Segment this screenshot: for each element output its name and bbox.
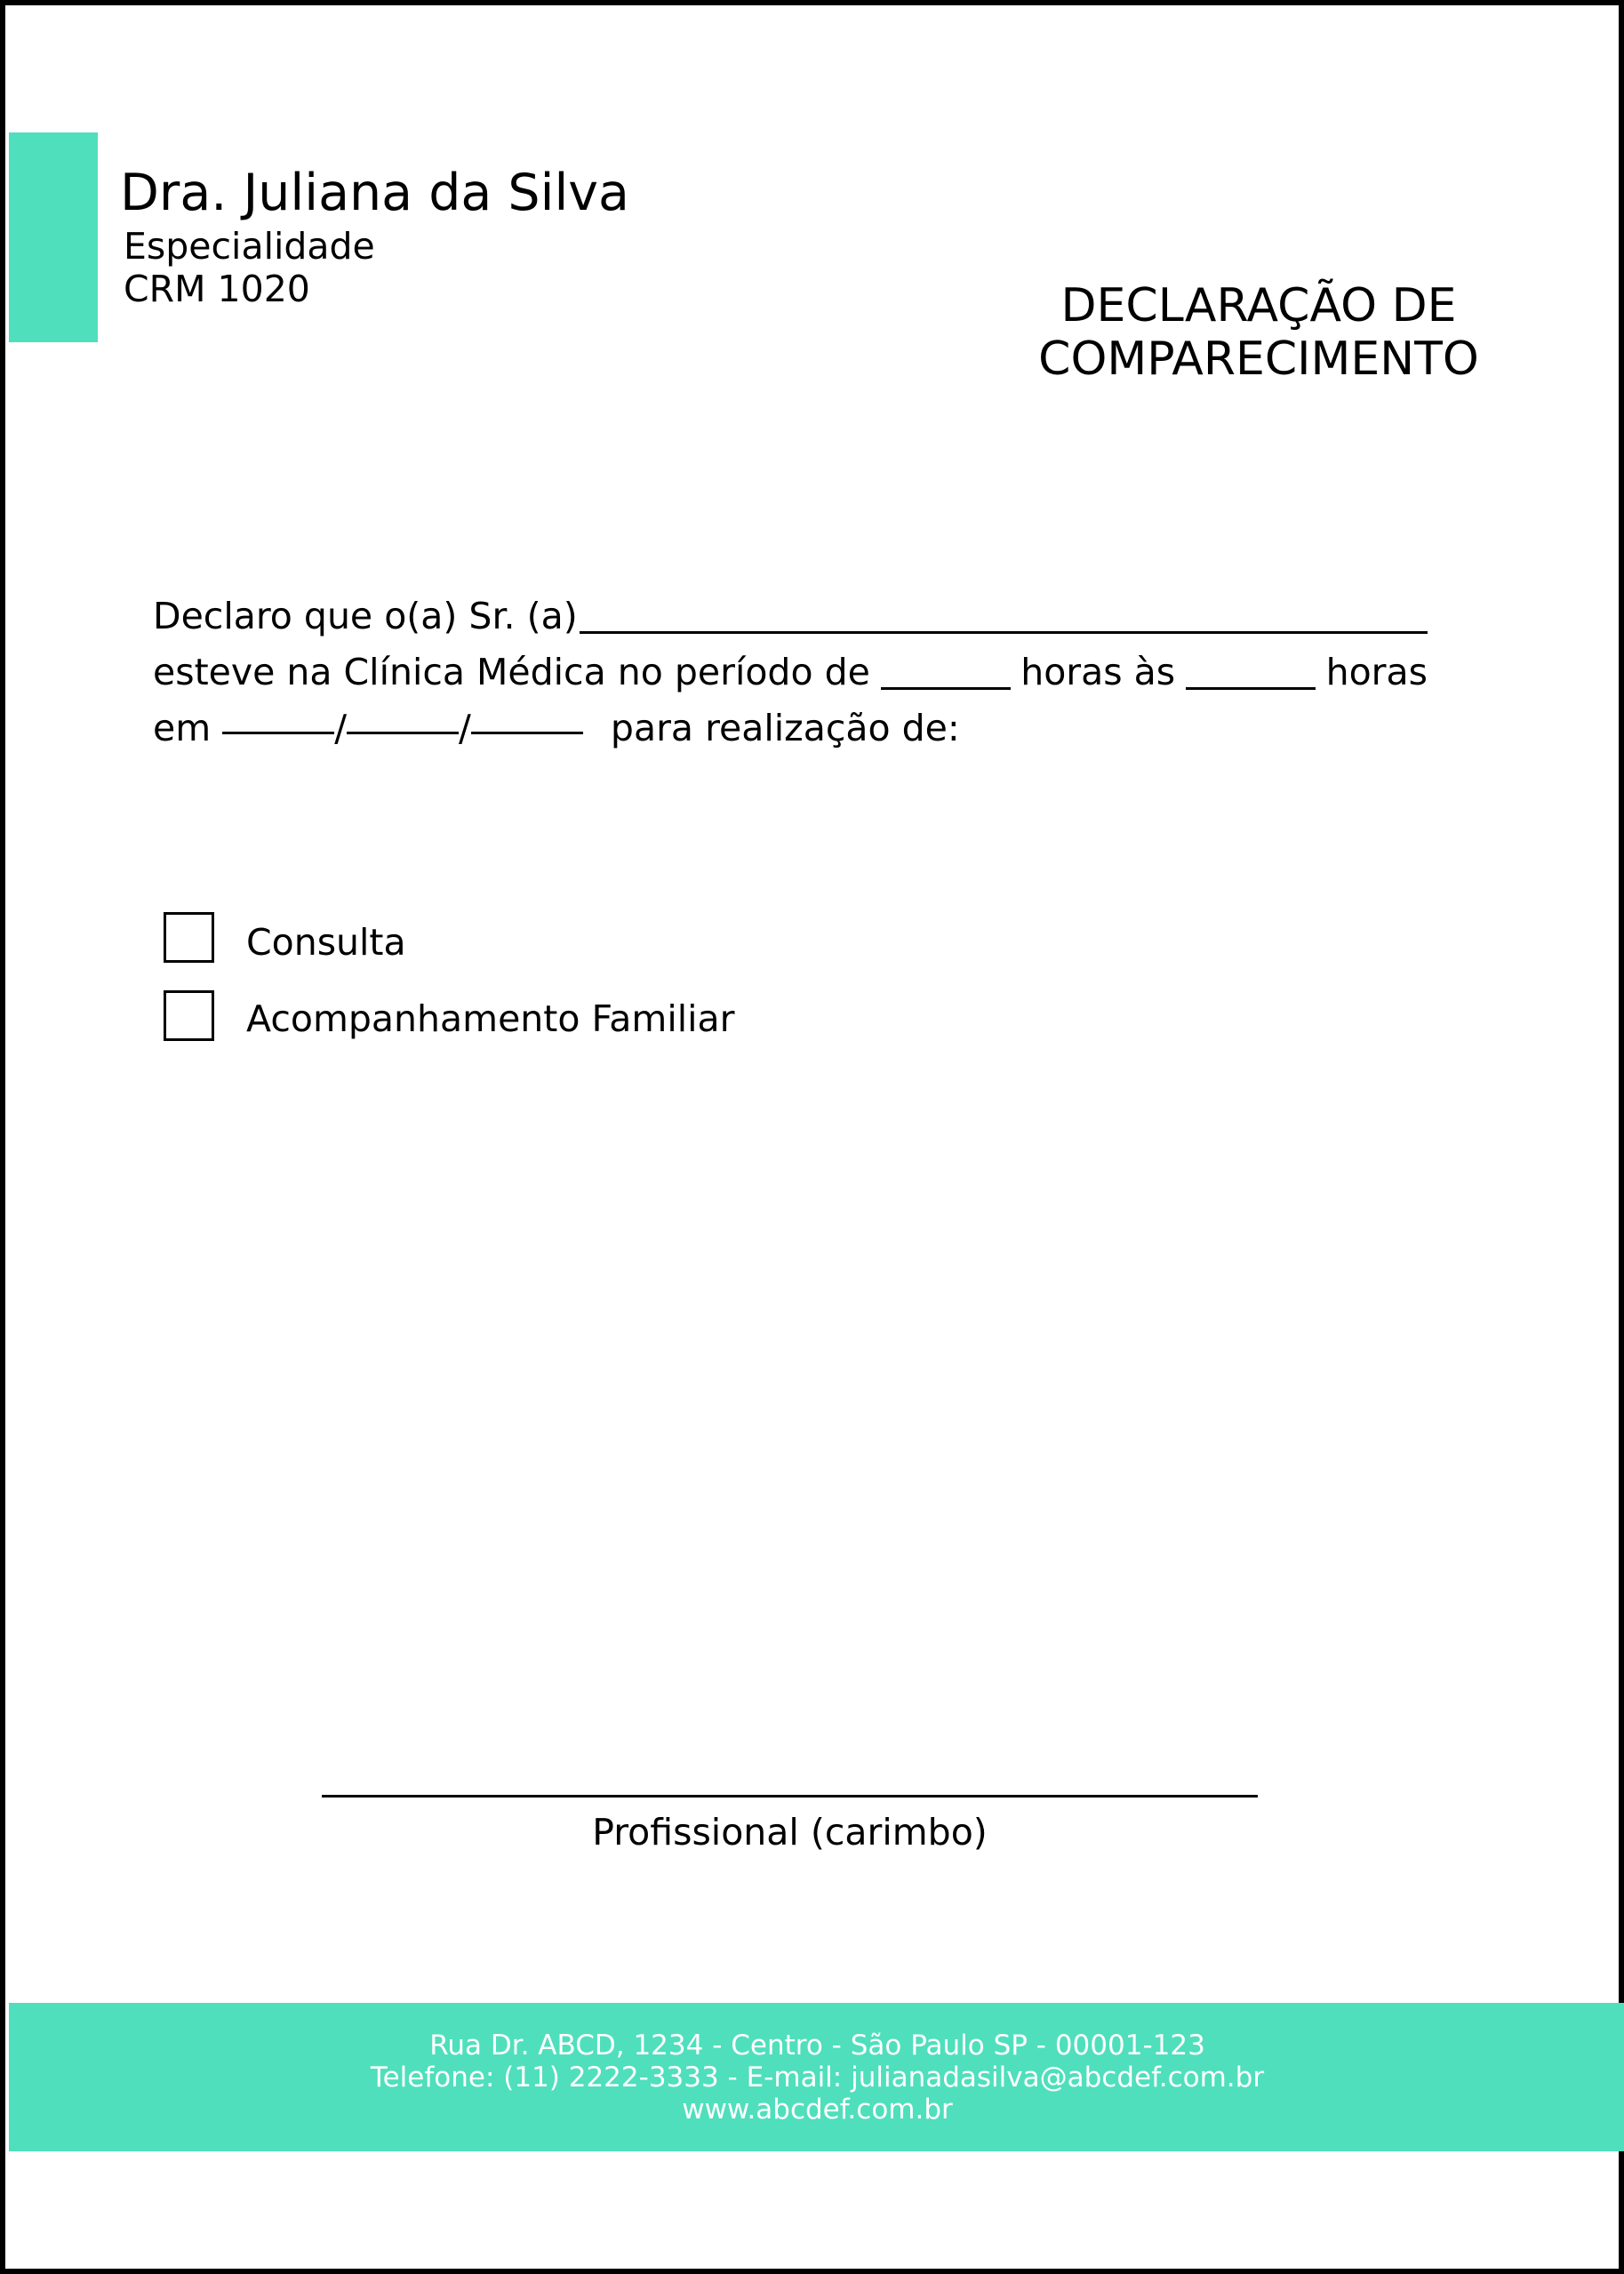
period-suffix-text: horas	[1325, 651, 1428, 693]
declaration-intro-text: Declaro que o(a) Sr. (a)	[153, 595, 578, 637]
consulta-checkbox[interactable]	[164, 912, 214, 963]
date-day-blank[interactable]	[222, 700, 334, 734]
end-time-blank[interactable]	[1186, 655, 1316, 690]
declaration-line-2	[153, 644, 1428, 701]
acompanhamento-familiar-checkbox[interactable]	[164, 990, 214, 1041]
doctor-specialty: Especialidade	[124, 225, 375, 268]
declaration-line-1	[153, 588, 1428, 645]
footer-address: Rua Dr. ABCD, 1234 - Centro - São Paulo SP - 00001-123	[429, 2029, 1205, 2062]
document-title-line1: DECLARAÇÃO DE	[1060, 279, 1457, 332]
document-title-line2: COMPARECIMENTO	[1038, 332, 1479, 386]
footer-bar	[9, 2003, 1624, 2151]
patient-name-blank[interactable]	[580, 599, 1428, 634]
header-accent-block	[9, 132, 98, 342]
footer-website: www.abcdef.com.br	[682, 2093, 953, 2126]
period-mid-text: horas às	[1020, 651, 1176, 693]
doctor-name: Dra. Juliana da Silva	[120, 164, 629, 222]
doctor-crm: CRM 1020	[124, 268, 310, 310]
footer-contact: Telefone: (11) 2222-3333 - E-mail: julianadasilva@abcdef.com.br	[370, 2061, 1265, 2094]
consulta-label: Consulta	[246, 921, 406, 964]
document-title	[992, 279, 1525, 386]
declaration-line-3	[153, 700, 1428, 757]
start-time-blank[interactable]	[881, 655, 1011, 690]
date-month-blank[interactable]	[347, 700, 459, 734]
date-separator: /	[459, 707, 471, 749]
acompanhamento-familiar-label: Acompanhamento Familiar	[246, 997, 735, 1040]
signature-label: Profissional (carimbo)	[592, 1811, 988, 1854]
purpose-text: para realização de:	[610, 707, 960, 749]
date-year-blank[interactable]	[471, 700, 583, 734]
date-prefix-text: em	[153, 707, 212, 749]
signature-line[interactable]	[322, 1795, 1258, 1798]
period-text: esteve na Clínica Médica no período de	[153, 651, 870, 693]
date-separator: /	[334, 707, 348, 749]
